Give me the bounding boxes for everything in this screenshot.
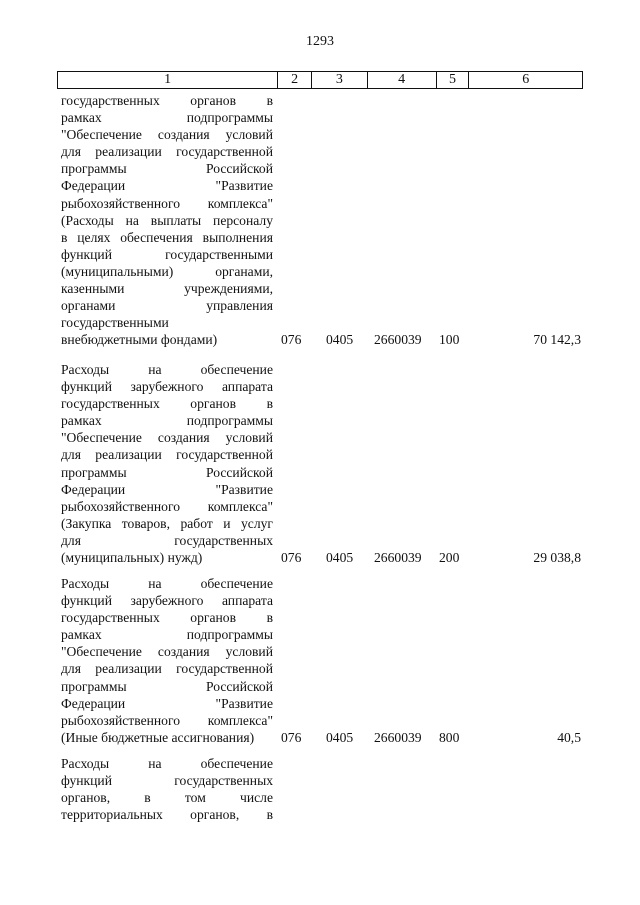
row-description xyxy=(61,361,273,566)
desc-line: (Расходы на выплаты персоналу xyxy=(61,212,273,228)
desc-line: государственных органов в xyxy=(61,93,273,108)
desc-line: функций зарубежного аппарата xyxy=(61,593,273,609)
table-row xyxy=(61,575,581,746)
desc-line: программы Российской xyxy=(61,161,273,177)
page-number: 1293 xyxy=(306,34,334,49)
cell-col-3: 0405 xyxy=(326,729,354,745)
cell-col-4: 2660039 xyxy=(374,550,422,566)
header-col-2: 2 xyxy=(278,72,312,88)
desc-line: рамках подпрограммы xyxy=(61,110,273,126)
desc-line: государственными xyxy=(61,315,169,331)
header-col-4: 4 xyxy=(368,72,437,88)
cell-col-6: 29 038,8 xyxy=(533,550,581,566)
desc-line: "Обеспечение создания условий xyxy=(61,430,273,446)
header-col-3: 3 xyxy=(312,72,368,88)
desc-line: внебюджетными фондами) xyxy=(61,332,218,348)
desc-line: программы Российской xyxy=(61,678,273,694)
desc-line: рыбохозяйственного комплекса" xyxy=(61,195,273,211)
desc-line: функций зарубежного аппарата xyxy=(61,379,273,395)
desc-line: органами управления xyxy=(61,298,273,314)
desc-line: рыбохозяйственного комплекса" xyxy=(61,712,273,728)
cell-col-5: 100 xyxy=(439,332,460,348)
desc-line: казенными учреждениями, xyxy=(61,281,273,297)
desc-line: рамках подпрограммы xyxy=(61,627,273,643)
desc-line: программы Российской xyxy=(61,464,273,480)
desc-line: территориальных органов, в xyxy=(61,807,273,823)
desc-line: Расходы на обеспечение xyxy=(61,576,273,591)
row-description xyxy=(61,575,273,746)
desc-line: для реализации государственной xyxy=(61,447,273,463)
desc-line: для реализации государственной xyxy=(61,144,273,160)
header-col-5: 5 xyxy=(437,72,470,88)
cell-col-5: 200 xyxy=(439,550,460,566)
table-row xyxy=(61,755,273,823)
desc-line: рамках подпрограммы xyxy=(61,413,273,429)
desc-line: (Иные бюджетные ассигнования) xyxy=(61,729,255,745)
desc-line: для государственных xyxy=(61,532,273,548)
desc-line: Федерации "Развитие xyxy=(61,481,273,497)
desc-line: Расходы на обеспечение xyxy=(61,756,273,771)
desc-line: Расходы на обеспечение xyxy=(61,362,273,377)
desc-line: функций государственными xyxy=(61,246,273,262)
cell-col-2: 076 xyxy=(281,332,302,348)
cell-col-6: 70 142,3 xyxy=(533,332,581,348)
desc-line: государственных органов в xyxy=(61,396,273,412)
row-description xyxy=(61,755,273,823)
cell-col-4: 2660039 xyxy=(374,729,422,745)
header-col-6: 6 xyxy=(522,72,530,87)
table-row xyxy=(61,361,581,566)
desc-line: в целях обеспечения выполнения xyxy=(61,229,273,245)
desc-line: государственных органов в xyxy=(61,610,273,626)
table-row xyxy=(61,92,581,348)
desc-line: органов, в том числе xyxy=(61,790,273,806)
cell-col-2: 076 xyxy=(281,550,302,566)
table-header-row xyxy=(57,71,583,89)
desc-line: функций государственных xyxy=(61,773,273,789)
cell-col-6: 40,5 xyxy=(557,729,581,745)
desc-line: Федерации "Развитие xyxy=(61,178,273,194)
desc-line: Федерации "Развитие xyxy=(61,695,273,711)
desc-line: (муниципальных) нужд) xyxy=(61,550,203,566)
cell-col-2: 076 xyxy=(281,729,302,745)
desc-line: (муниципальными) органами, xyxy=(61,263,273,279)
row-description xyxy=(61,92,273,348)
desc-line: рыбохозяйственного комплекса" xyxy=(61,498,273,514)
desc-line: для реализации государственной xyxy=(61,661,273,677)
cell-col-3: 0405 xyxy=(326,550,354,566)
desc-line: "Обеспечение создания условий xyxy=(61,644,273,660)
cell-col-4: 2660039 xyxy=(374,332,422,348)
desc-line: (Закупка товаров, работ и услуг xyxy=(61,515,273,531)
cell-col-3: 0405 xyxy=(326,332,354,348)
cell-col-5: 800 xyxy=(439,729,460,745)
header-col-1: 1 xyxy=(58,72,278,88)
desc-line: "Обеспечение создания условий xyxy=(61,127,273,143)
